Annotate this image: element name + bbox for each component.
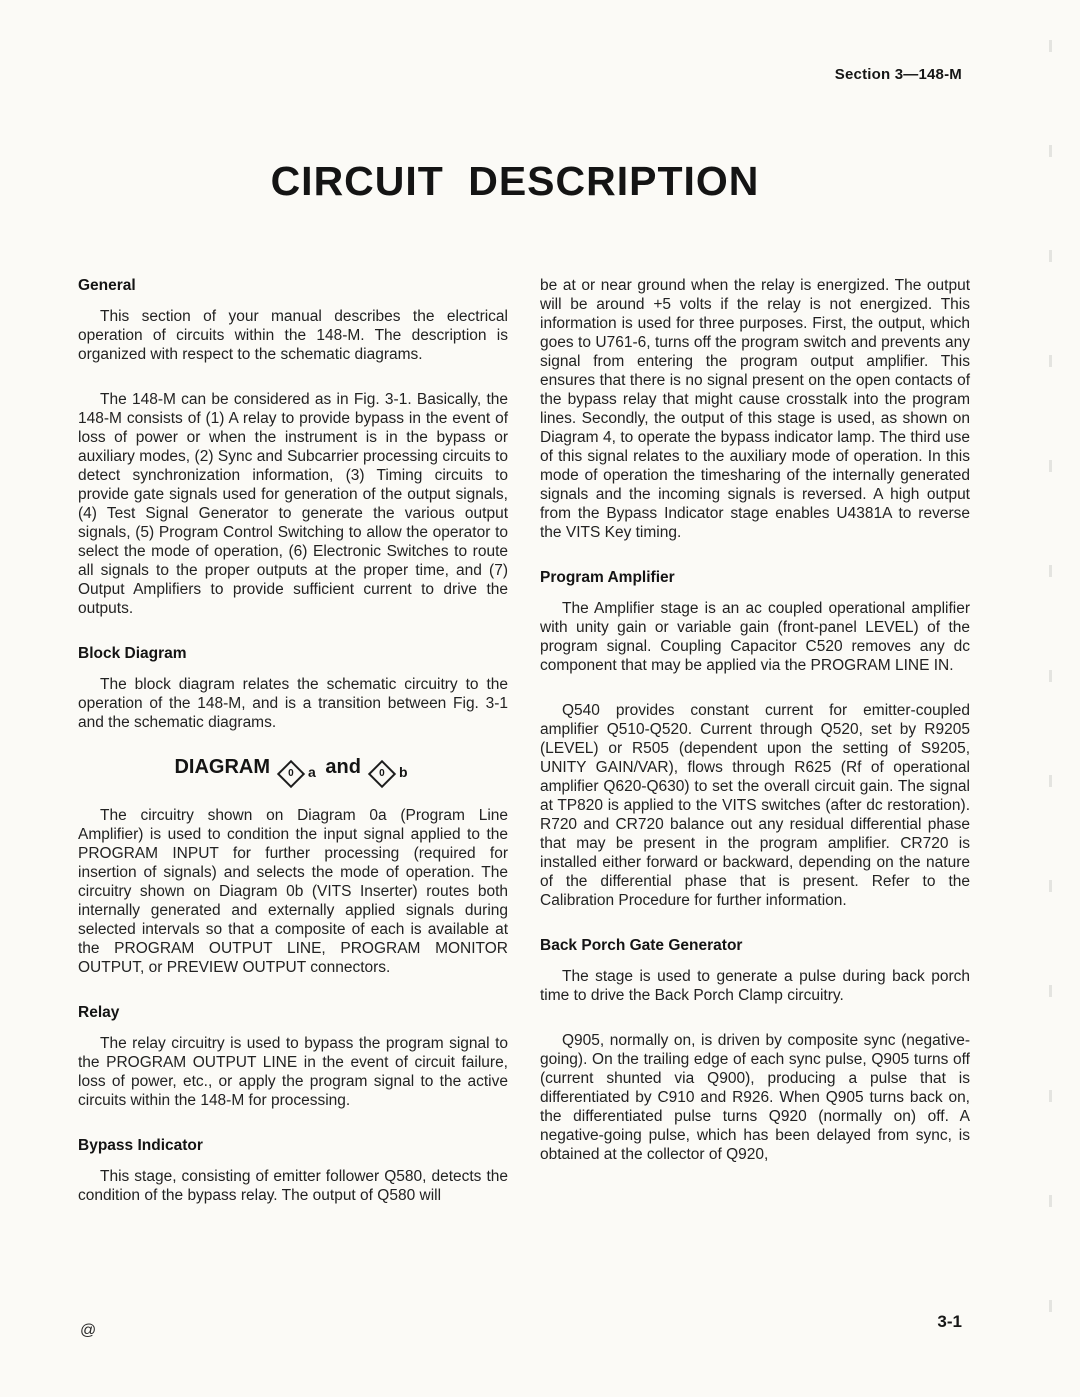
- paragraph-bypass-indicator-continued: be at or near ground when the relay is energized. The output will be around +5 volts if the relay is not energized. This information is used for three purposes. First, the output, which goes to U761-6, turns off the program switch and prevents any signal from entering the program output amplifier. This ensures that there is no signal present on the open contacts of the bypass relay that might cause crosstalk into the program lines. Secondly, the output of this stage is used, as shown on Diagram 4, to operate the bypass indicator lamp. The third use of this signal relates to the auxiliary mode of operation. In this mode of operation the timesharing of the internally generated signals and the incoming signals is reversed. A high output from the Bypass Indicator stage enables U4381A to reverse the VITS Key timing.: [540, 277, 970, 541]
- right-column: [540, 276, 970, 1190]
- paragraph-back-porch-2: Q905, normally on, is driven by composite sync (negative-going). On the trailing edge of each sync pulse, Q905 turns off (current shunted via Q900), producing a pulse that is differentiated by C910 and R926. When Q905 turns back on, the differentiated pulse turns Q920 (normally on) off. A negative-going pulse, which has been delayed from sync, is obtained at the collector of Q920,: [540, 1032, 970, 1163]
- diagram-heading-word: DIAGRAM: [174, 756, 271, 778]
- diagram-subscript-a: a: [308, 764, 316, 780]
- diagram-subscript-b: b: [398, 764, 408, 780]
- paragraph-general-2: The 148-M can be considered as in Fig. 3-1. Basically, the 148-M consists of (1) A relay to provide bypass in the event of loss of power or when the instrument is in the bypass or auxiliary modes, (2) Sync and Subcarrier processing circuits to detect synchronization information, (3) Timing circuits to provide gate signals used for generation of the output signals, (4) Test Signal Generator to generate the various output signals, (5) Program Control Switching to allow the operator to select the mode of operation, (6) Electronic Switches to route all signals to the proper outputs at the proper time, and (7) Output Amplifiers to provide sufficient current to drive the outputs.: [78, 391, 508, 617]
- scan-artifact-edge: [1049, 40, 1052, 1340]
- heading-back-porch-gate-generator: Back Porch Gate Generator: [540, 937, 743, 954]
- diagram-heading-conjunction: and: [325, 756, 361, 778]
- paragraph-bypass-indicator-1: This stage, consisting of emitter follower Q580, detects the condition of the bypass relay. The output of Q580 will: [78, 1168, 508, 1204]
- heading-relay: Relay: [78, 1004, 120, 1021]
- paragraph-block-diagram-1: The block diagram relates the schematic circuitry to the operation of the 148-M, and is a transition between Fig. 3-1 and the schematic diagrams.: [78, 676, 508, 731]
- heading-general: General: [78, 277, 136, 294]
- section-reference: Section 3—148-M: [834, 66, 962, 83]
- left-column: [78, 276, 508, 1231]
- heading-program-amplifier: Program Amplifier: [540, 569, 675, 586]
- heading-diagram-0a-and-0b: [78, 758, 508, 784]
- paragraph-general-1: This section of your manual describes the electrical operation of circuits within the 148-M. The description is organized with respect to the schematic diagrams.: [78, 308, 508, 363]
- heading-block-diagram: Block Diagram: [78, 645, 187, 662]
- diagram-0-icon: [368, 760, 396, 788]
- paragraph-program-amplifier-2: Q540 provides constant current for emitter-coupled amplifier Q510-Q520. Current through Q520, set by R9205 (LEVEL) or R505 (dependent upon the setting of S9205, UNITY GAIN/VAR), flows through R625 (Rf of operational amplifier Q620-Q630) to set the overall circuit gain. The signal at TP820 is applied to the VITS switches (after dc restoration). R720 and CR720 balance out any residual differential phase that may be present in the program amplifier. CR720 is installed either forward or backward, depending on the nature of the differential phase that is present. Refer to the Calibration Procedure for further information.: [540, 702, 970, 909]
- page-number: 3-1: [937, 1312, 962, 1331]
- paragraph-diagram-1: The circuitry shown on Diagram 0a (Program Line Amplifier) is used to condition the input signal applied to the PROGRAM INPUT for further processing (required for insertion of signals) and selects the mode of operation. The circuitry shown on Diagram 0b (VITS Inserter) routes both internally generated and externally applied signals during selected intervals so that a composite of each is available at the PROGRAM OUTPUT LINE, PROGRAM MONITOR OUTPUT, or PREVIEW OUTPUT connectors.: [78, 807, 508, 976]
- paragraph-back-porch-1: The stage is used to generate a pulse during back porch time to drive the Back Porch Clamp circuitry.: [540, 968, 970, 1004]
- printer-mark: @: [80, 1322, 97, 1339]
- heading-bypass-indicator: Bypass Indicator: [78, 1137, 203, 1154]
- paragraph-relay-1: The relay circuitry is used to bypass the program signal to the PROGRAM OUTPUT LINE in the event of circuit failure, loss of power, etc., or apply the program signal to the active circuits within the 148-M for processing.: [78, 1035, 508, 1109]
- paragraph-program-amplifier-1: The Amplifier stage is an ac coupled operational amplifier with unity gain or variable gain (front-panel LEVEL) of the program signal. Coupling Capacitor C520 removes any dc component that may be applied via the PROGRAM LINE IN.: [540, 600, 970, 674]
- diagram-0-icon-label: 0: [288, 768, 294, 779]
- diagram-0-icon-label: 0: [379, 768, 385, 779]
- diagram-0-icon: [277, 760, 305, 788]
- page-title: CIRCUIT DESCRIPTION: [270, 158, 760, 204]
